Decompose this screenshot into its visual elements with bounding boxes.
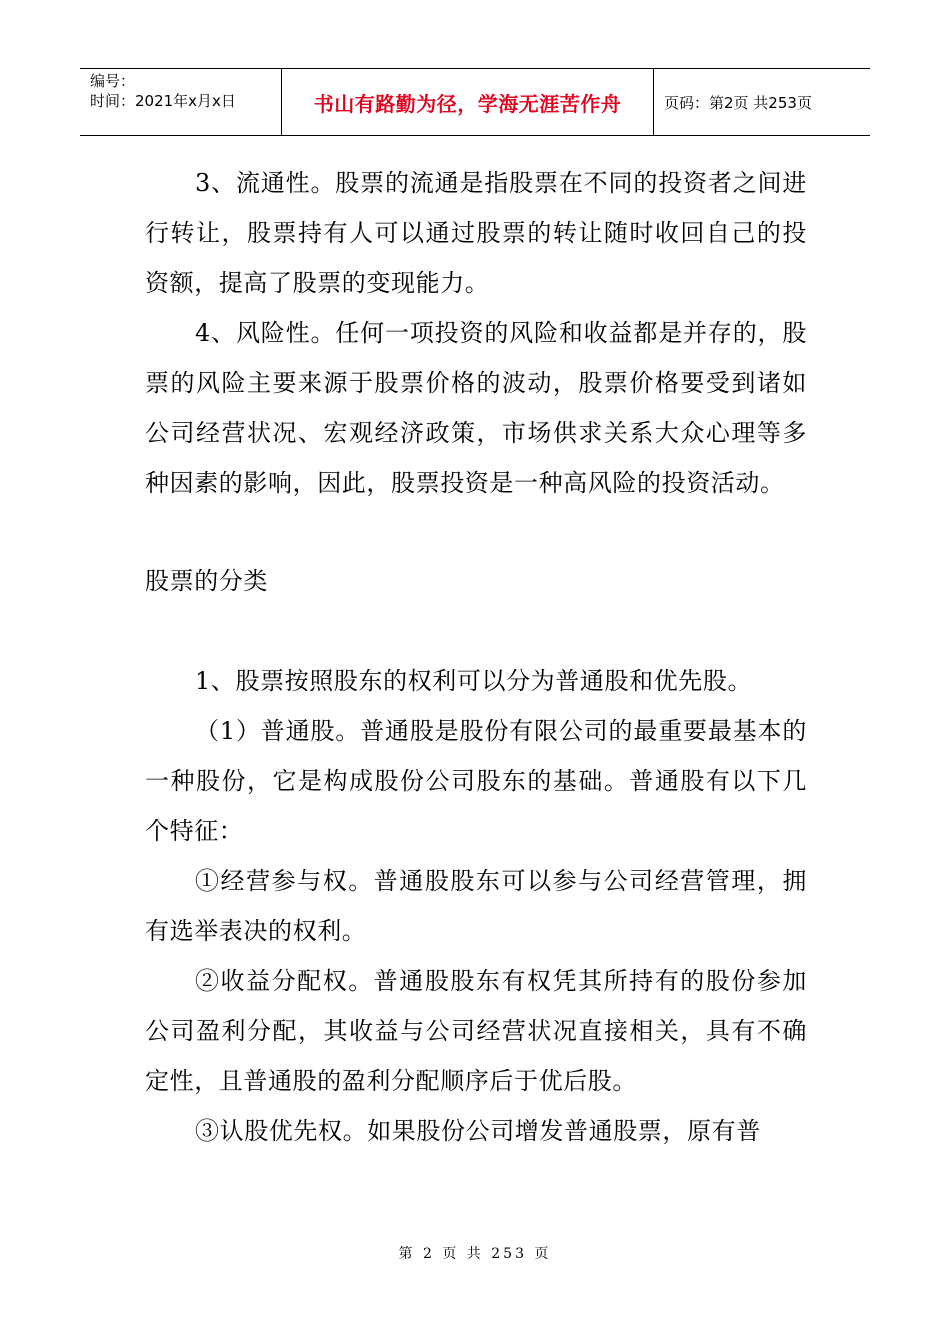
paragraph-management-right: ①经营参与权。普通股股东可以参与公司经营管理，拥有选举表决的权利。 — [145, 867, 807, 945]
paragraph-common-stock: （1）普通股。普通股是股份有限公司的最重要最基本的一种股份，它是构成股份公司股东的基础。普通股有以下几个特征： — [145, 717, 807, 845]
paragraph-liquidity: 3、流通性。股票的流通是指股票在不同的投资者之间进行转让，股票持有人可以通过股票的转让随时收回自己的投资额，提高了股票的变现能力。 — [145, 169, 807, 297]
header-meta — [80, 69, 282, 135]
paragraph-profit-right: ②收益分配权。普通股股东有权凭其所持有的股份参加公司盈利分配，其收益与公司经营状况直接相关，具有不确定性，且普通股的盈利分配顺序后于优后股。 — [145, 967, 807, 1095]
section-heading: 股票的分类 — [145, 567, 268, 595]
paragraph-risk: 4、风险性。任何一项投资的风险和收益都是并存的，股票的风险主要来源于股票价格的波动，股票价格要受到诸如公司经营状况、宏观经济政策，市场供求关系大众心理等多种因素的影响，因此，股票投资是一种高风险的投资活动。 — [145, 319, 807, 497]
paragraph-classification: 1、股票按照股东的权利可以分为普通股和优先股。 — [195, 667, 753, 695]
date-label: 时间：2021年x月x日 — [90, 92, 236, 110]
paragraph-subscription-right: ③认股优先权。如果股份公司增发普通股票，原有普 — [195, 1117, 761, 1145]
serial-number-label: 编号： — [90, 72, 136, 90]
page-footer: 第 2 页 共 253 页 — [398, 1246, 552, 1262]
document-header — [80, 68, 870, 136]
header-motto: 书山有路勤为径，学海无涯苦作舟 — [282, 69, 654, 135]
header-page-info: 页码：第2页 共253页 — [664, 93, 812, 112]
document-body — [145, 158, 807, 1156]
